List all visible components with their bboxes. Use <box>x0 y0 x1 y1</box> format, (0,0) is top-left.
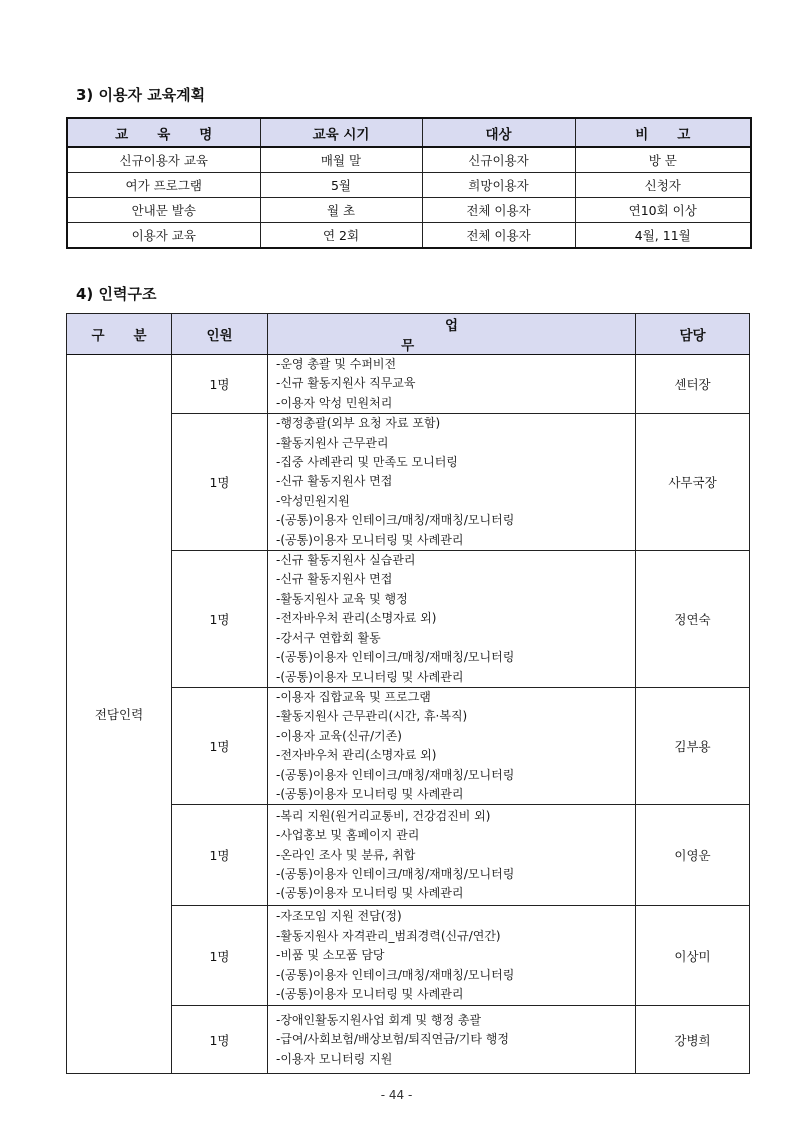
header-category: 구 분 <box>67 314 172 355</box>
duty-item: -이용자 모니터링 지원 <box>276 1051 393 1066</box>
duty-item: -(공통)이용자 모니터링 및 사례관리 <box>276 786 464 801</box>
course-name-cell: 여가 프로그램 <box>67 173 260 198</box>
headcount-cell: 1명 <box>172 355 268 414</box>
header-schedule: 교육 시기 <box>260 118 422 147</box>
duty-item: -급여/사회보험/배상보험/퇴직연금/기타 행정 <box>276 1032 509 1047</box>
duty-item: -전자바우처 관리(소명자료 외) <box>276 611 437 626</box>
headcount-cell: 1명 <box>172 687 268 804</box>
headcount-cell: 1명 <box>172 1006 268 1074</box>
person-in-charge-cell: 이상미 <box>636 906 750 1006</box>
duties-cell <box>268 805 636 906</box>
duty-item: -집중 사례관리 및 만족도 모니터링 <box>276 455 458 470</box>
person-in-charge-cell: 강병희 <box>636 1006 750 1074</box>
duty-item: -온라인 조사 및 분류, 취합 <box>276 847 416 862</box>
duty-item: -(공통)이용자 인테이크/매칭/재매칭/모니터링 <box>276 650 515 665</box>
duty-item: -활동지원사 자격관리_범죄경력(신규/연간) <box>276 928 501 943</box>
duties-cell <box>268 687 636 804</box>
target-cell: 희망이용자 <box>422 173 575 198</box>
schedule-cell: 월 초 <box>260 198 422 223</box>
remarks-cell: 4월, 11월 <box>575 223 751 249</box>
duty-item: -(공통)이용자 모니터링 및 사례관리 <box>276 532 464 547</box>
duty-item: -(공통)이용자 모니터링 및 사례관리 <box>276 986 464 1001</box>
duty-item: -장애인활동지원사업 회계 및 행정 총괄 <box>276 1012 482 1027</box>
header-duties: 업 무 <box>268 314 636 355</box>
headcount-cell: 1명 <box>172 551 268 688</box>
person-in-charge-cell: 센터장 <box>636 355 750 414</box>
person-in-charge-cell: 정연숙 <box>636 551 750 688</box>
table-row <box>67 147 751 173</box>
duty-item: -신규 활동지원사 면접 <box>276 474 393 489</box>
header-target: 대상 <box>422 118 575 147</box>
duty-item: -(공통)이용자 인테이크/매칭/재매칭/모니터링 <box>276 967 515 982</box>
duty-item: -(공통)이용자 인테이크/매칭/재매칭/모니터링 <box>276 513 515 528</box>
duties-cell <box>268 414 636 551</box>
schedule-cell: 5월 <box>260 173 422 198</box>
schedule-cell: 연 2회 <box>260 223 422 249</box>
remarks-cell: 신청자 <box>575 173 751 198</box>
course-name-cell: 안내문 발송 <box>67 198 260 223</box>
duties-cell <box>268 551 636 688</box>
duty-item: -자조모임 지원 전담(정) <box>276 909 402 924</box>
duty-item: -사업홍보 및 홈페이지 관리 <box>276 828 420 843</box>
header-headcount: 인원 <box>172 314 268 355</box>
duty-item: -이용자 악성 민원처리 <box>276 395 393 410</box>
duties-cell <box>268 906 636 1006</box>
duties-cell <box>268 1006 636 1074</box>
duty-item: -강서구 연합회 활동 <box>276 630 381 645</box>
schedule-cell: 매월 말 <box>260 147 422 173</box>
duty-item: -행정총괄(외부 요청 자료 포함) <box>276 416 441 431</box>
duty-item: -신규 활동지원사 직무교육 <box>276 376 416 391</box>
education-plan-title: 3) 이용자 교육계획 <box>76 86 206 104</box>
remarks-cell: 연10회 이상 <box>575 198 751 223</box>
headcount-cell: 1명 <box>172 414 268 551</box>
duty-item: -(공통)이용자 모니터링 및 사례관리 <box>276 669 464 684</box>
course-name-cell: 신규이용자 교육 <box>67 147 260 173</box>
duty-item: -악성민원지원 <box>276 493 350 508</box>
person-in-charge-cell: 이영운 <box>636 805 750 906</box>
remarks-cell: 방 문 <box>575 147 751 173</box>
headcount-cell: 1명 <box>172 906 268 1006</box>
duty-item: -복리 지원(원거리교통비, 건강검진비 외) <box>276 808 491 823</box>
duty-item: -신규 활동지원사 실습관리 <box>276 553 416 568</box>
duty-item: -(공통)이용자 인테이크/매칭/재매칭/모니터링 <box>276 767 515 782</box>
duty-item: -활동지원사 근무관리(시간, 휴·복직) <box>276 709 468 724</box>
target-cell: 신규이용자 <box>422 147 575 173</box>
staff-structure-table <box>66 313 750 1074</box>
duty-item: -비품 및 소모품 담당 <box>276 948 385 963</box>
duty-item: -전자바우처 관리(소명자료 외) <box>276 748 437 763</box>
table-row <box>67 198 751 223</box>
page-number: - 44 - <box>380 1088 413 1102</box>
duty-item: -활동지원사 근무관리 <box>276 435 389 450</box>
table-row <box>67 223 751 249</box>
staff-header-row <box>67 314 750 355</box>
header-person-in-charge: 담당 <box>636 314 750 355</box>
duty-item: -활동지원사 교육 및 행정 <box>276 591 408 606</box>
duty-item: -(공통)이용자 인테이크/매칭/재매칭/모니터링 <box>276 867 515 882</box>
person-in-charge-cell: 김부용 <box>636 687 750 804</box>
education-header-row <box>67 118 751 147</box>
duty-item: -이용자 집합교육 및 프로그램 <box>276 689 431 704</box>
category-cell: 전담인력 <box>67 355 172 1074</box>
person-in-charge-cell: 사무국장 <box>636 414 750 551</box>
headcount-cell: 1명 <box>172 805 268 906</box>
duty-item: -신규 활동지원사 면접 <box>276 572 393 587</box>
duty-item: -(공통)이용자 모니터링 및 사례관리 <box>276 886 464 901</box>
duty-item: -이용자 교육(신규/기존) <box>276 728 402 743</box>
target-cell: 전체 이용자 <box>422 223 575 249</box>
education-plan-table <box>66 117 752 249</box>
table-row <box>67 173 751 198</box>
duties-cell <box>268 355 636 414</box>
course-name-cell: 이용자 교육 <box>67 223 260 249</box>
table-row <box>67 355 750 414</box>
target-cell: 전체 이용자 <box>422 198 575 223</box>
header-remarks: 비 고 <box>575 118 751 147</box>
header-course-name: 교 육 명 <box>67 118 260 147</box>
staff-structure-title: 4) 인력구조 <box>76 285 157 303</box>
duty-item: -운영 총괄 및 수퍼비전 <box>276 357 397 371</box>
